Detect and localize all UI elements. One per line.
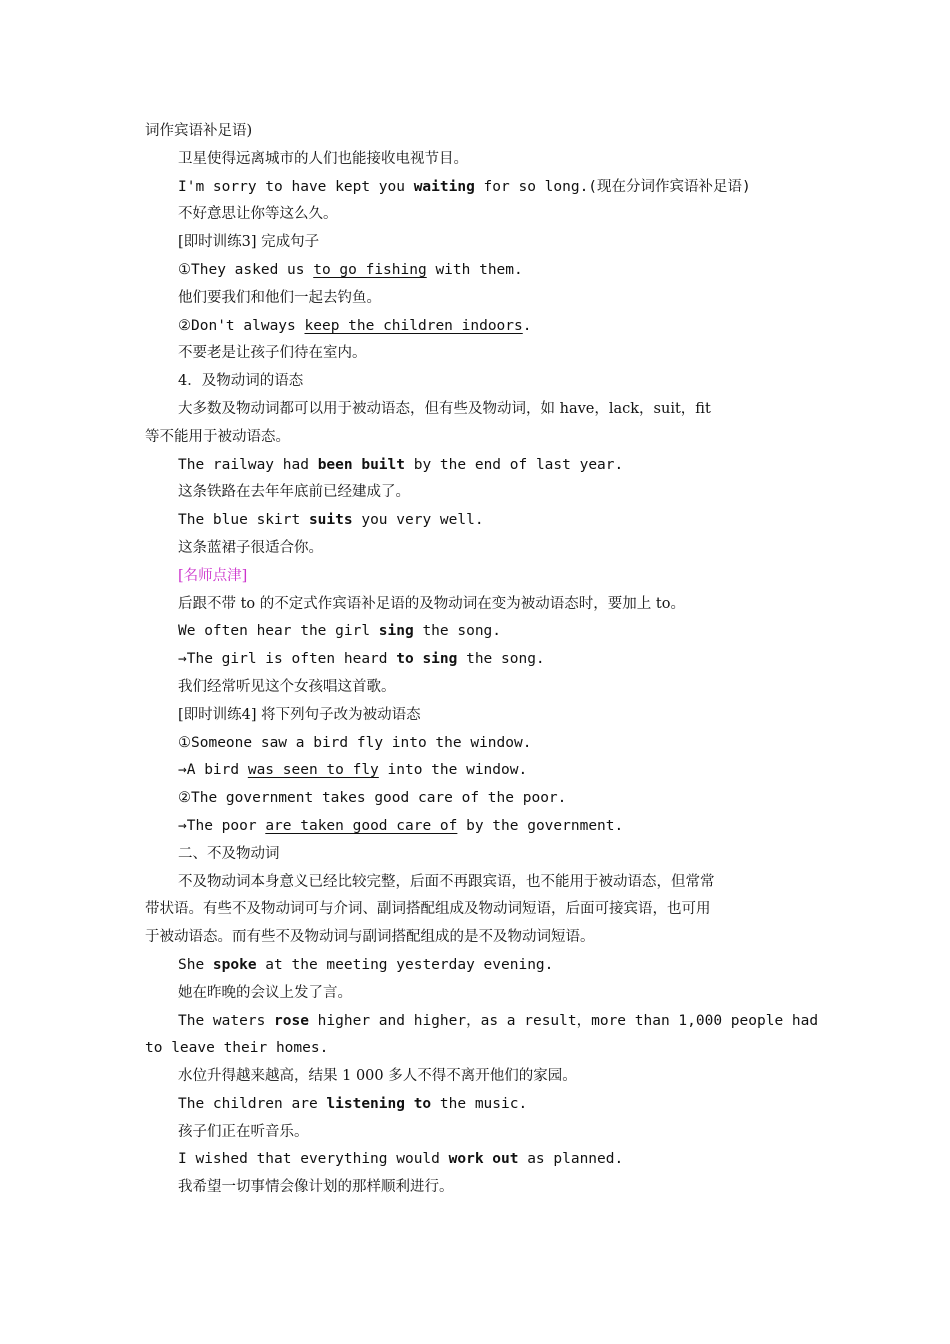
example-sentence: She spoke at the meeting yesterday evening. [178,956,554,973]
answer-blank: to go fishing [313,261,427,278]
example-sentence: I'm sorry to have kept you waiting for so long.(现在分词作宾语补足语) [178,178,751,195]
exercise-heading: [即时训练4] 将下列句子改为被动语态 [178,706,421,723]
example-sentence: I wished that everything would work out as planned. [178,1151,624,1168]
exercise-item: ①Someone saw a bird fly into the window. [178,734,532,751]
paragraph: 大多数及物动词都可以用于被动语态，但有些及物动词，如 have，lack，suit，fit 等不能用于被动语态。 [145,400,711,445]
highlight-word: work out [448,1151,519,1168]
exercise-heading: [即时训练3] 完成句子 [178,234,320,251]
text-line: 词作宾语补足语) [145,123,253,139]
exercise-item: ②Don't always keep the children indoors. [178,317,532,334]
example-sentence: We often hear the girl sing the song. [178,623,502,640]
translation-line: 这条铁路在去年年底前已经建成了。 [178,484,410,501]
example-sentence: →The girl is often heard to sing the song. [178,651,545,668]
example-sentence-continued: to leave their homes. [145,1040,329,1057]
translation-line: 孩子们正在听音乐。 [178,1123,309,1140]
translation-line: 他们要我们和他们一起去钓鱼。 [178,289,381,306]
exercise-item: →The poor are taken good care of by the government. [178,817,624,834]
highlight-word: sing [378,623,414,640]
translation-line: 她在昨晚的会议上发了言。 [178,984,352,1001]
example-sentence: The children are listening to the music. [178,1095,528,1112]
highlight-word: listening to [326,1095,432,1112]
example-sentence: The railway had been built by the end of last year. [178,456,624,473]
example-sentence: The waters rose higher and higher，as a result，more than 1,000 people had [178,1012,819,1029]
text-line: 后跟不带 to 的不定式作宾语补足语的及物动词在变为被动语态时，要加上 to。 [178,595,685,612]
example-sentence: The blue skirt suits you very well. [178,512,484,529]
highlight-word: been built [317,456,405,473]
translation-line: 水位升得越来越高，结果 1 000 多人不得不离开他们的家园。 [178,1068,577,1085]
translation-line: 不好意思让你等这么久。 [178,206,338,223]
translation-line: 这条蓝裙子很适合你。 [178,539,323,556]
highlight-word: to sing [396,651,458,668]
exercise-item: ②The government takes good care of the poor. [178,790,567,807]
translation-line: 我们经常听见这个女孩唱这首歌。 [178,678,396,695]
highlight-word: spoke [212,956,257,973]
translation-line: 不要老是让孩子们待在室内。 [178,345,367,362]
section-heading: 二、不及物动词 [178,845,280,862]
highlight-word: rose [274,1012,309,1029]
highlight-word: suits [308,512,353,529]
document-body [145,118,819,1202]
exercise-item: →A bird was seen to fly into the window. [178,762,528,779]
tip-heading: [名师点津] [178,567,248,584]
highlight-word: waiting [413,178,475,195]
answer-blank: keep the children indoors [304,317,523,334]
paragraph: 不及物动词本身意义已经比较完整，后面不再跟宾语，也不能用于被动语态，但常常 带状语。有些不及物动词可与介词、副词搭配组成及物动词短语，后面可接宾语，也可用 于被动语态。而有些不及物动词与副词搭配组成的是不及物动词短语。 [145,873,715,946]
answer-blank: was seen to fly [247,762,379,779]
text-line: 卫星使得远离城市的人们也能接收电视节目。 [178,150,468,167]
exercise-item: ①They asked us to go fishing with them. [178,261,523,278]
translation-line: 我希望一切事情会像计划的那样顺利进行。 [178,1179,454,1196]
section-heading: 4．及物动词的语态 [178,373,304,390]
answer-blank: are taken good care of [265,817,458,834]
